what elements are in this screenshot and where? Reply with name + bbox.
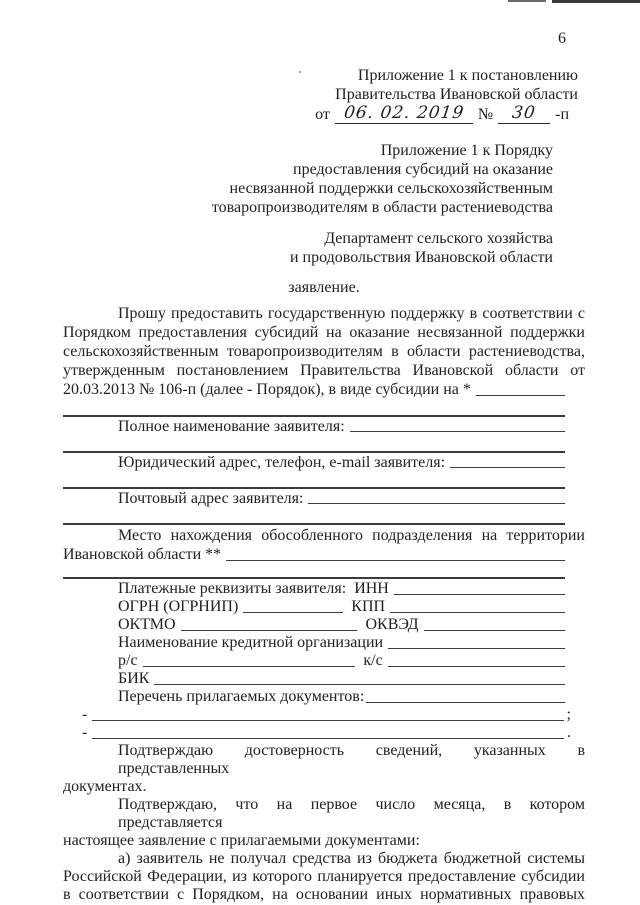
fill-in-line — [424, 630, 566, 631]
fill-in-line — [388, 648, 565, 649]
rs-ks-field — [63, 652, 565, 670]
intro-line: 20.03.2013 № 106-п (далее - Порядок), в виде субсидии на * — [63, 381, 471, 398]
fill-in-line — [388, 666, 565, 667]
fill-in-line — [154, 684, 565, 685]
document-item-row — [63, 724, 571, 742]
location-label-line1: Место нахождения обособленного подразделения на территории — [118, 527, 585, 544]
documents-field — [63, 688, 565, 706]
confirmation-line: а) заявитель не получал средства из бюджета бюджетной системы — [118, 850, 585, 867]
list-dash: - — [82, 706, 88, 723]
period-mark: . — [567, 724, 571, 741]
date-fill-line — [335, 104, 473, 124]
document-title: заявление. — [288, 279, 360, 296]
fill-in-line — [394, 594, 565, 595]
date-prefix-label: от — [315, 106, 330, 123]
fill-in-line — [226, 560, 565, 561]
payment-details-section — [63, 580, 585, 742]
stamp-header-line: Приложение 1 к постановлению — [357, 67, 578, 84]
writing-line — [63, 435, 565, 453]
stamp-header-line: Правительства Ивановской области — [335, 86, 578, 103]
payment-details-label: Платежные реквизиты заявителя: — [118, 580, 347, 597]
ogrn-kpp-field — [63, 598, 565, 616]
confirmation-line: документах. — [63, 778, 147, 795]
confirmation-line: настоящее заявление с прилагаемыми документами: — [63, 832, 420, 849]
location-line2-row — [63, 545, 565, 564]
document-item-row — [63, 706, 571, 724]
handwritten-date: 06. 02. 2019 — [342, 103, 466, 123]
rs-label: р/с — [118, 652, 138, 669]
writing-line — [63, 399, 565, 417]
confirmation-paragraphs — [63, 742, 585, 904]
bik-field — [63, 670, 565, 688]
confirmation-line: Российской Федерации, из которого планируется предоставление субсидии — [63, 868, 585, 885]
ks-label: к/с — [363, 652, 383, 669]
applicant-fields — [63, 399, 585, 525]
number-suffix: -п — [555, 106, 569, 123]
credit-org-label: Наименование кредитной организации — [118, 634, 384, 651]
order-header-line: Приложение 1 к Порядку — [380, 142, 553, 159]
handwritten-number: 30 — [511, 103, 538, 123]
fill-in-line — [390, 612, 565, 613]
intro-paragraph — [63, 304, 585, 399]
writing-line — [63, 507, 565, 525]
stamp-header-date-line — [63, 104, 571, 124]
addressee-line: Департамент сельского хозяйства — [324, 230, 553, 247]
writing-line — [63, 471, 565, 489]
oktmo-okved-field — [63, 616, 565, 634]
subsidy-type-field — [63, 380, 565, 399]
fill-in-line — [243, 612, 343, 613]
stamp-header — [63, 66, 578, 124]
fill-in-line — [450, 467, 565, 468]
page-number: 6 — [558, 30, 566, 47]
location-field — [63, 526, 585, 564]
list-dash: - — [82, 724, 88, 741]
postal-address-label: Почтовый адрес заявителя: — [118, 490, 304, 507]
number-sign: № — [477, 106, 494, 123]
location-label-line2: Ивановской области ** — [63, 546, 222, 563]
ogrn-label: ОГРН (ОГРНИП) — [118, 598, 239, 615]
order-header-line: товаропроизводителям в области растениеводства — [211, 199, 553, 216]
semicolon-mark: ; — [566, 706, 571, 723]
addressee-block — [63, 229, 553, 267]
credit-org-field — [63, 634, 565, 652]
order-header-line: несвязанной поддержки сельскохозяйственным — [229, 180, 553, 197]
legal-address-label: Юридический адрес, телефон, e-mail заявителя: — [118, 454, 446, 471]
fill-in-line — [308, 503, 565, 504]
intro-line: Порядком предоставления субсидий на оказание несвязанной поддержки — [63, 324, 585, 341]
bik-label: БИК — [118, 670, 150, 687]
inn-field — [63, 580, 565, 598]
inn-label: ИНН — [354, 580, 389, 597]
documents-label: Перечень прилагаемых документов: — [118, 688, 365, 705]
addressee-line: и продовольствия Ивановской области — [289, 249, 553, 266]
oktmo-label: ОКТМО — [118, 616, 176, 633]
fill-in-line — [476, 395, 565, 396]
okved-label: ОКВЭД — [365, 616, 419, 633]
confirmation-line: в соответствии с Порядком, на основании иных нормативных правовых — [63, 886, 585, 903]
number-fill-line — [498, 104, 550, 124]
legal-address-field — [63, 454, 565, 471]
intro-line: утвержденным постановлением Правительства Ивановской области от — [63, 362, 585, 379]
writing-line — [63, 564, 565, 579]
confirmation-line: Подтверждаю, что на первое число месяца, в котором представляется — [118, 796, 585, 831]
full-name-field — [63, 418, 565, 435]
fill-in-line — [366, 702, 565, 703]
order-header-line: предоставления субсидий на оказание — [293, 161, 553, 178]
fill-in-line — [92, 720, 563, 721]
fill-in-line — [92, 738, 564, 739]
fill-in-line — [143, 666, 356, 667]
fill-in-line — [181, 630, 358, 631]
order-header — [63, 141, 553, 217]
postal-address-field — [63, 490, 565, 507]
intro-line: Прошу предоставить государственную поддержку в соответствии с — [118, 305, 585, 322]
confirmation-line: Подтверждаю достоверность сведений, указанных в представленных — [118, 742, 585, 777]
fill-in-line — [350, 431, 565, 432]
full-name-label: Полное наименование заявителя: — [118, 418, 345, 435]
kpp-label: КПП — [351, 598, 386, 615]
intro-line: сельскохозяйственным товаропроизводителям в области растениеводства, — [63, 343, 585, 360]
